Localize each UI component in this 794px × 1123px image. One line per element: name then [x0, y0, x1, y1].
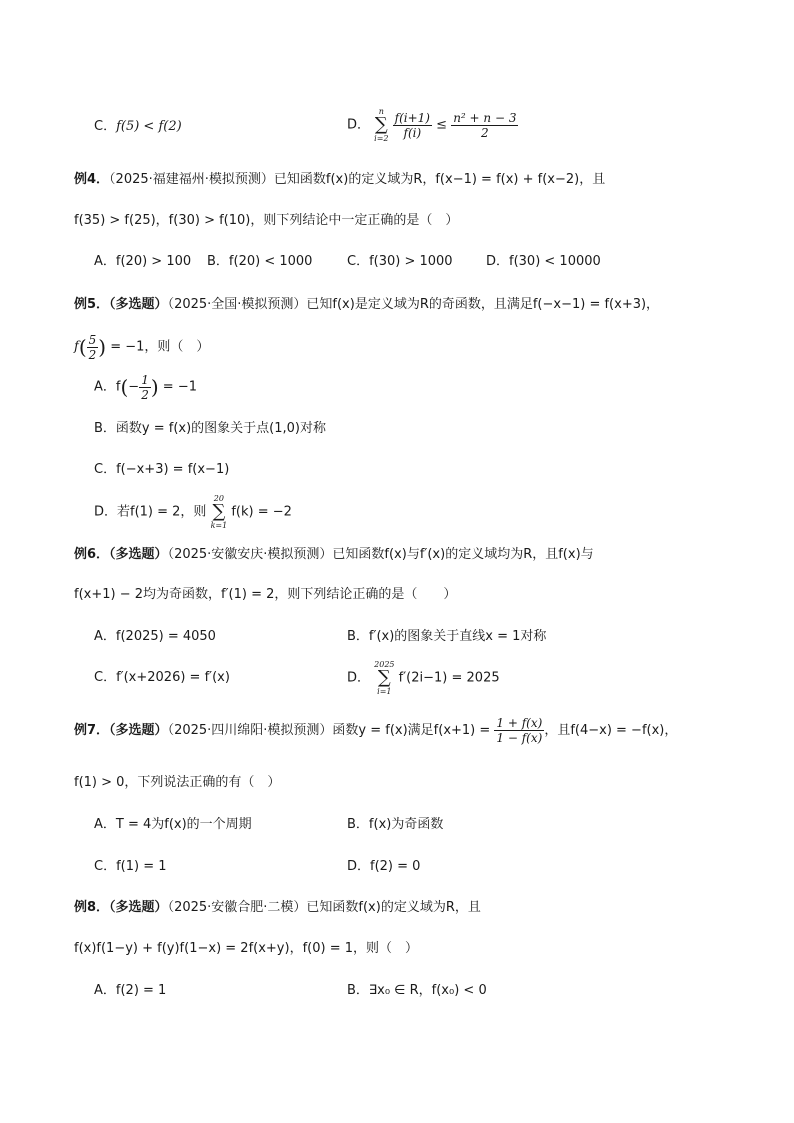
fraction-numerator: 1 [141, 372, 149, 387]
ex5-option-c: C．f(−x+3) = f(x−1) [94, 462, 230, 477]
ex6-line1 [74, 545, 594, 565]
ex6-option-b: B．f′(x)的图象关于直线x = 1对称 [347, 629, 547, 644]
example-label: 例5． [74, 297, 110, 312]
ex7-option-c: C．f(1) = 1 [94, 859, 167, 874]
fraction-numerator: 5 [88, 332, 97, 347]
sum-symbol: n ∑ i=2 [374, 107, 389, 143]
ex5-option-a: A．f(− $\frac{1}{2}$ ) = −1 [94, 372, 197, 402]
example-text: （2025·安徽合肥·二模）已知函数f(x)的定义域为R，且 [167, 900, 481, 915]
ex6-option-d [347, 660, 500, 697]
fraction-denominator: 1 − f(x) [496, 731, 543, 745]
option-label: C． [94, 119, 117, 134]
fraction-numerator: f(i+1) [394, 110, 430, 125]
q3-option-c [94, 117, 182, 137]
ex4-option-b: B．f(20) < 1000 [207, 254, 313, 269]
option-text: A．f [94, 379, 121, 395]
sum-lower: k=1 [210, 521, 228, 530]
ex6-option-c: C．f′(x+2026) = f′(x) [94, 670, 230, 685]
example-text: ，且f(4−x) = −f(x)， [544, 723, 678, 738]
example-label: 例8． [74, 900, 110, 915]
ex5-option-d [94, 494, 292, 531]
option-text: f(k) = −2 [231, 504, 292, 520]
ex4-option-d: D．f(30) < 10000 [486, 254, 601, 269]
ex7-line2: f(1) > 0，下列说法正确的有（ ） [74, 775, 281, 790]
sum-symbol: 2025 ∑ i=1 [374, 660, 395, 696]
option-math: f(5) < f(2) [116, 119, 182, 134]
fraction-denominator: f(i) [403, 125, 422, 140]
option-text: = −1 [158, 379, 197, 395]
fraction [494, 716, 544, 745]
sum-lower: i=2 [374, 134, 389, 143]
fraction-right [451, 111, 518, 140]
ex8-option-b: B．∃x₀ ∈ R，f(x₀) < 0 [347, 983, 487, 998]
example-text: （2025·四川绵阳·模拟预测）函数y = f(x)满足f(x+1) = [167, 723, 491, 738]
example-tag: （多选题） [109, 547, 168, 562]
ex8-line2: f(x)f(1−y) + f(y)f(1−x) = 2f(x+y)，f(0) = 1，则（ ） [74, 941, 418, 956]
sum-symbol: 20 ∑ k=1 [210, 494, 228, 530]
fraction-numerator: n² + n − 3 [453, 110, 517, 125]
ex4-line2: f(35) > f(25)，f(30) > f(10)，则下列结论中一定正确的是（ ） [74, 213, 459, 228]
sum-lower: i=1 [377, 687, 392, 696]
math-f: f [74, 339, 79, 355]
ex4-line1 [74, 170, 605, 190]
fraction [393, 111, 432, 140]
ex4-option-c: C．f(30) > 1000 [347, 254, 453, 269]
option-text: D．若f(1) = 2，则 [94, 504, 207, 520]
sum-upper: 2025 [374, 660, 395, 669]
example-tag: （多选题） [109, 900, 168, 915]
fraction-denominator: 2 [88, 347, 97, 362]
option-label: D． [347, 670, 371, 686]
le-sign: ≤ [436, 117, 448, 133]
ex5-line2: f( $\frac{5}{2}$ ) = −1，则（ ） [74, 332, 210, 362]
ex4-option-a: A．f(20) > 100 [94, 254, 192, 269]
fraction-denominator: 2 [481, 125, 489, 140]
fraction [139, 373, 151, 402]
fraction-numerator: 1 + f(x) [496, 716, 543, 730]
example-label: 例4． [74, 172, 110, 187]
ex7-option-b: B．f(x)为奇函数 [347, 817, 444, 832]
example-label: 例6． [74, 547, 110, 562]
sum-upper: 20 [213, 494, 224, 503]
fraction-denominator: 2 [141, 387, 149, 402]
example-source: （2025·福建福州·模拟预测）已知函数 [109, 172, 326, 187]
option-text: f′(2i−1) = 2025 [398, 670, 500, 686]
ex7-option-d: D．f(2) = 0 [347, 859, 421, 874]
ex6-line2: f(x+1) − 2均为奇函数，f′(1) = 2，则下列结论正确的是（ ） [74, 587, 457, 602]
example-text: = −1，则（ ） [106, 339, 210, 355]
example-text: f(x)的定义域为R，f(x−1) = f(x) + f(x−2)，且 [325, 172, 606, 187]
ex7-option-a: A．T = 4为f(x)的一个周期 [94, 817, 252, 832]
ex5-option-b: B．函数y = f(x)的图象关于点(1,0)对称 [94, 421, 327, 436]
fraction [87, 333, 99, 362]
q3-option-d [347, 107, 518, 144]
sum-upper: n [378, 107, 384, 116]
ex7-line1 [74, 714, 677, 748]
example-tag: （多选题） [109, 297, 168, 312]
ex5-line1 [74, 295, 659, 315]
example-label: 例7． [74, 723, 110, 738]
example-text: （2025·全国·模拟预测）已知f(x)是定义域为R的奇函数，且满足f(−x−1) = f(x+3)， [167, 297, 660, 312]
example-text: （2025·安徽安庆·模拟预测）已知函数f(x)与f′(x)的定义域均为R，且f(x)与 [167, 547, 594, 562]
example-tag: （多选题） [109, 723, 168, 738]
ex6-option-a: A．f(2025) = 4050 [94, 629, 216, 644]
option-label: D． [347, 117, 371, 133]
ex8-line1 [74, 898, 481, 918]
ex8-option-a: A．f(2) = 1 [94, 983, 167, 998]
